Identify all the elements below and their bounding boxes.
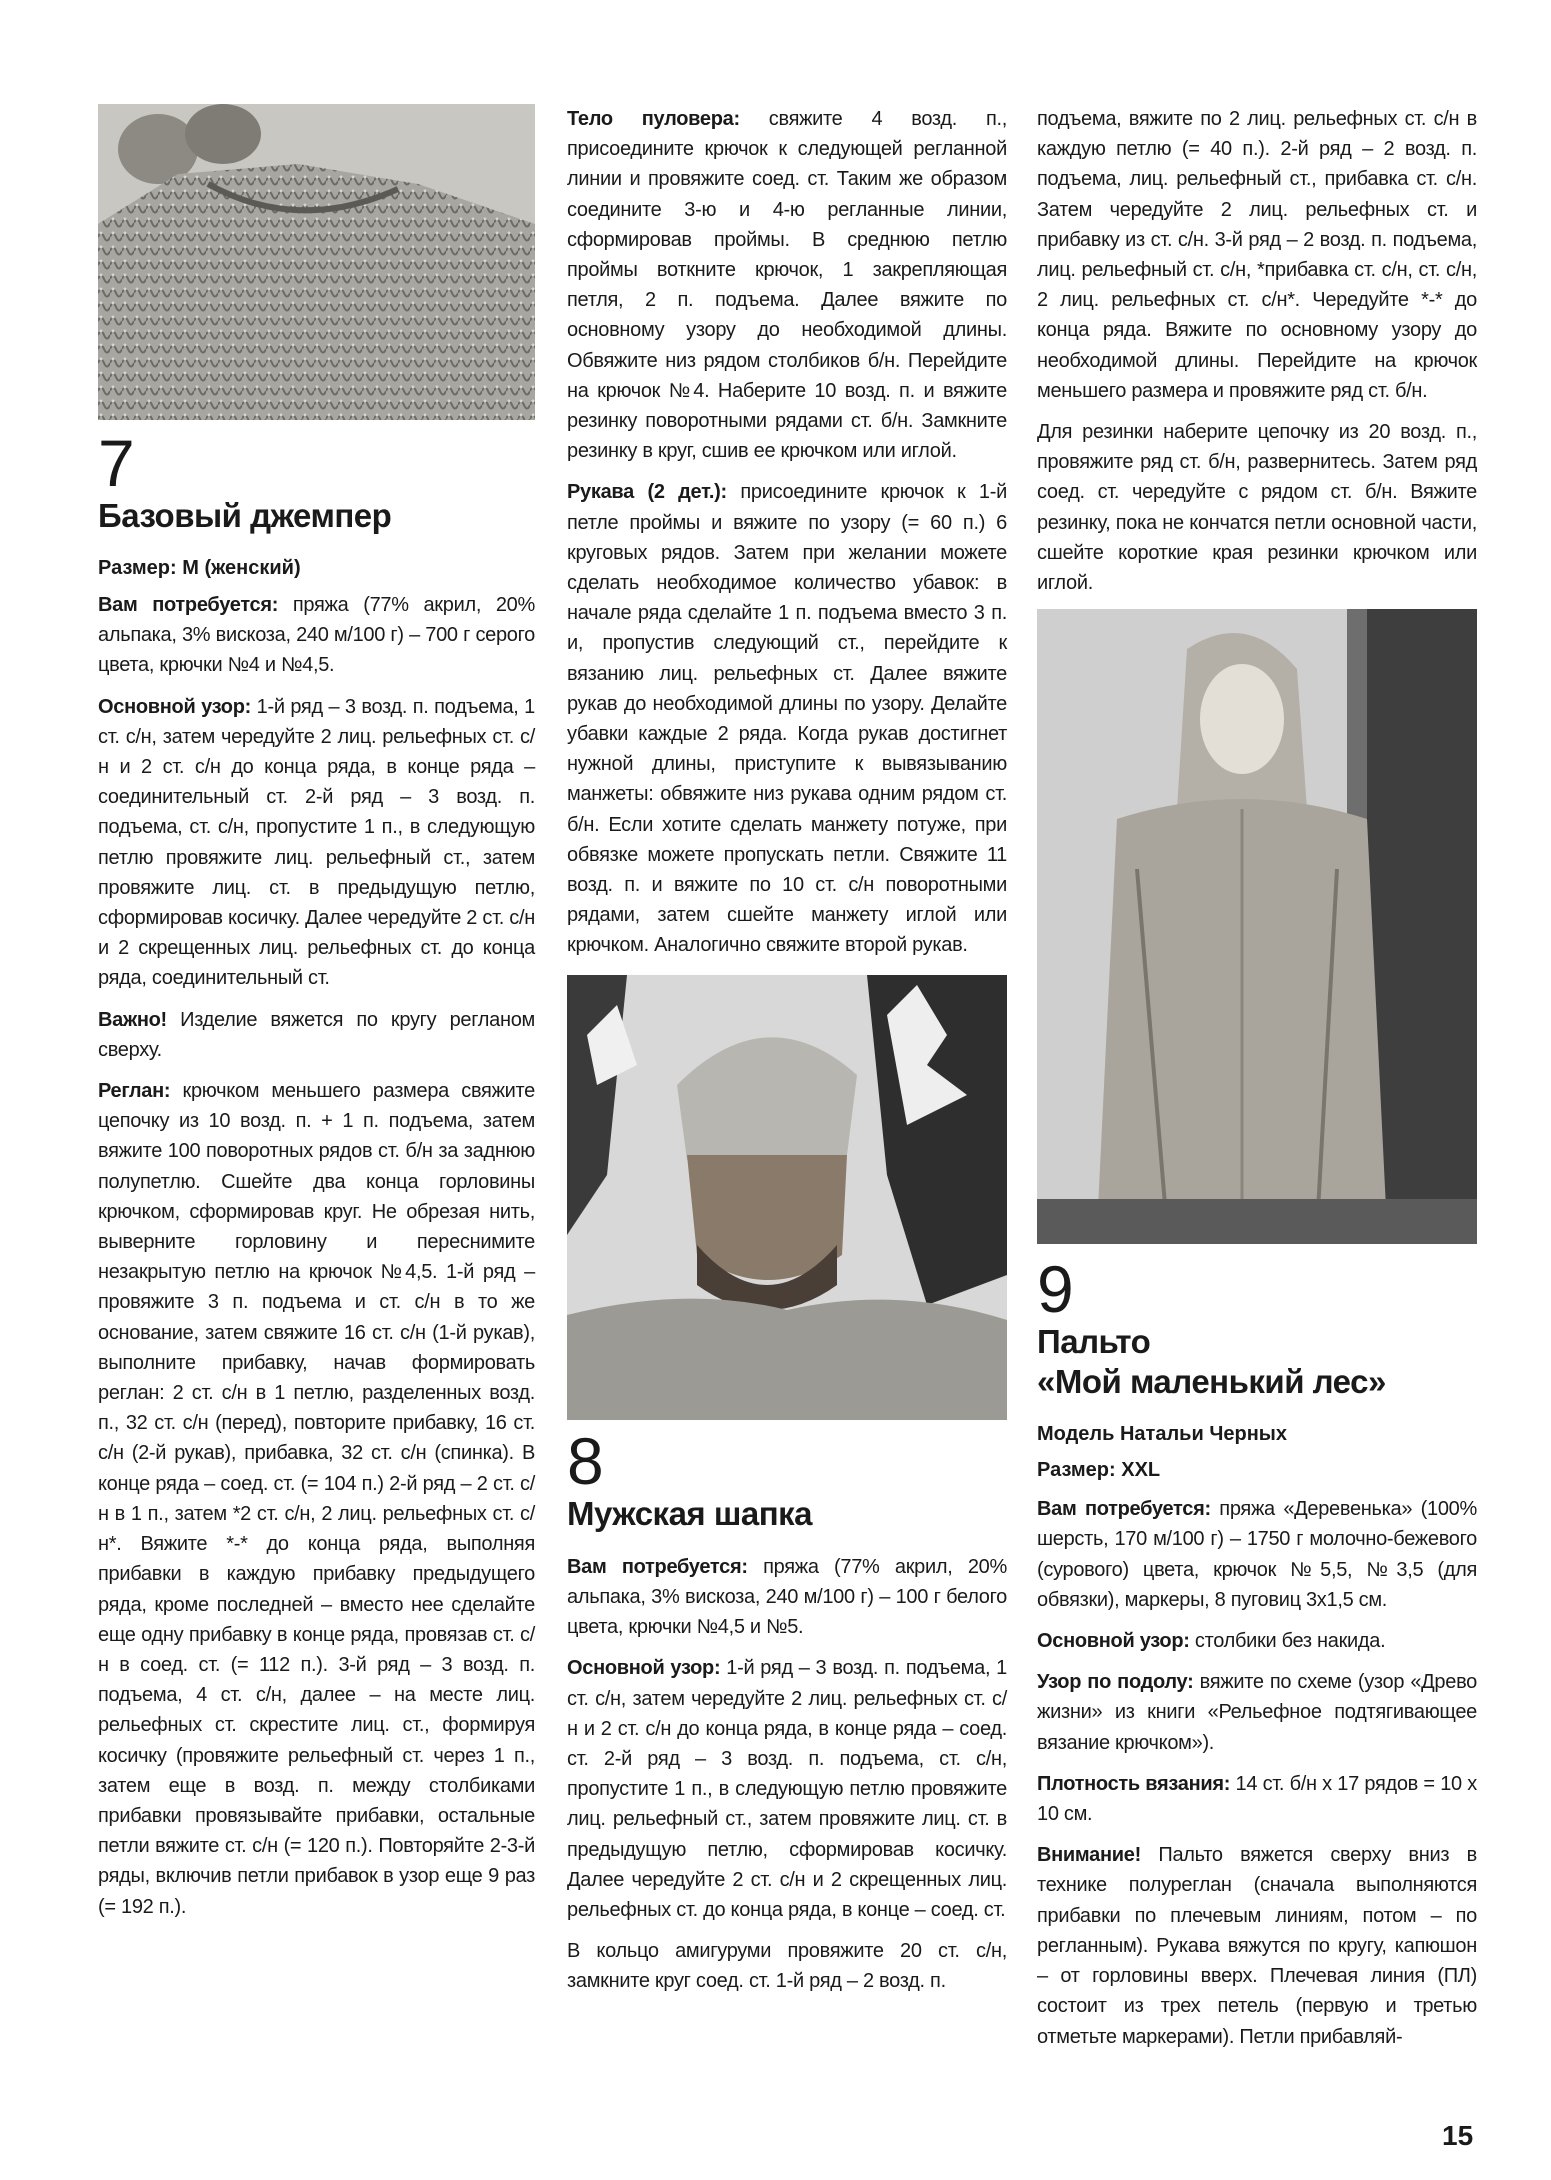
paragraph-label: Основной узор:: [98, 695, 251, 718]
size-line-7: Размер: М (женский): [98, 557, 301, 579]
instructions-7: [98, 590, 535, 1922]
sweater-photo: [98, 104, 535, 420]
project-number-9: 9: [1037, 1252, 1074, 1327]
column-2: [567, 104, 1007, 2008]
paragraph-text: крючком меньшего размера свяжите цепочку из 10 возд. п. + 1 п. подъема, затем вяжите 100 поворотных рядов ст. б/н за заднюю полупетлю. Сшейте два конца горловины крючком, сформировав круг. Не обрезая нить, выверните горловину и переснимите незакрытую петлю на крючок №4,5. 1-й ряд – провяжите 3 п. подъема и ст. с/н в то же основание, затем свяжите 16 ст. с/н (1-й рукав), выполните прибавку, начав формировать реглан: 2 ст. с/н в 1 петлю, разделенных возд. п., 32 ст. с/н (перед), повторите прибавку, 16 ст. с/н (2-й рукав), прибавка, 32 ст. с/н (спинка). В конце ряда – соед. ст. (= 104 п.) 2-й ряд – 2 ст. с/н в 1 п., затем *2 ст. с/н, 2 лиц. рельефных ст. с/н*. Вяжите *-* до конца ряда, выполняя прибавки в каждую прибавку предыдущего ряда, кроме последней – вместо нее сделайте еще одну прибавку в конце ряда, провязав ст. с/н в соед. ст. (= 112 п.). 3-й ряд – 3 возд. п. подъема, 4 ст. с/н, далее – на месте лиц. рельефных ст. скрестите лиц. ст., формируя косичку (провяжите рельефный ст. через 1 п., затем еще в возд. п. между столбиками прибавки провязывайте прибавки, остальные петли вяжите ст. с/н (= 120 п.). Повторяйте 2-3-й ряды, включив петли прибавок в узор еще 9 раз (= 192 п.).: [98, 1080, 535, 1918]
paragraph-text: пряжа (77% акрил, 20% альпака, 3% вискоза, 240 м/100 г) – 100 г белого цвета, крючки №4,5 и №5.: [567, 1555, 1007, 1639]
author-line: Модель Натальи Черных: [1037, 1423, 1287, 1446]
project-title-9-line1: Пальто: [1037, 1323, 1151, 1361]
project-number-8: 8: [567, 1423, 604, 1498]
paragraph-label: Тело пуловера:: [567, 108, 740, 130]
man-in-hat-photo: [567, 975, 1007, 1420]
paragraph-text: пряжа (77% акрил, 20% альпака, 3% вискоза, 240 м/100 г) – 700 г серого цвета, крючки №4 и №4,5.: [98, 594, 535, 677]
paragraph-text: подъема, вяжите по 2 лиц. рельефных ст. с/н в каждую петлю (= 40 п.). 2-й ряд – 2 возд. п. подъема, лиц. рельефный ст., прибавка ст. с/н. Затем чередуйте 2 лиц. рельефных ст. и прибавку из ст. с/н. 3-й ряд – 2 возд. п. подъема, лиц. рельефный ст. с/н, *прибавка ст. с/н, ст. с/н, 2 лиц. рельефных ст. с/н*. Чередуйте *-* до конца ряда. Вяжите по основному узору до необходимой длины. Перейдите на крючок меньшего размера и провяжите ряд ст. б/н.: [1037, 108, 1477, 402]
paragraph-label: Вам потребуется:: [1037, 1498, 1211, 1521]
paragraph-label: Рукава (2 дет.):: [567, 481, 727, 504]
instructions-9: [1037, 1494, 1477, 2051]
paragraph: [567, 1552, 1007, 1643]
paragraph: [1037, 1840, 1477, 2051]
woman-in-coat-photo: [1037, 609, 1477, 1244]
paragraph-text: 1-й ряд – 3 возд. п. подъема, 1 ст. с/н, затем чередуйте 2 лиц. рельефных ст. с/н и 2 ст. с/н до конца ряда, в конце ряда – соед. ст. 2-й ряд – 3 возд. п. подъема, ст. с/н, пропустите 1 п., в следующую петлю провяжите лиц. рельефный ст., затем провяжите лиц. ст. в предыдущую петлю, сформировав косичку. Далее чередуйте 2 ст. с/н и 2 скрещенных лиц. рельефных ст. до конца ряда, в конце – соед. ст.: [567, 1657, 1007, 1921]
paragraph-text: вяжите по схеме (узор «Древо жизни» из книги «Рельефное подтягивающее вязание крючком»).: [1037, 1671, 1477, 1754]
paragraph: [1037, 1667, 1477, 1758]
paragraph-text: В кольцо амигуруми провяжите 20 ст. с/н, замкните круг соед. ст. 1-й ряд – 2 возд. п.: [567, 1940, 1007, 1993]
paragraph-text: пряжа «Деревенька» (100% шерсть, 170 м/100 г) – 1750 г молочно-бежевого (сурового) цвета, крючок №5,5, №3,5 (для обвязки), маркеры, 8 пуговиц 3х1,5 см.: [1037, 1498, 1477, 1611]
paragraph-text: столбики без накида.: [1189, 1630, 1386, 1653]
paragraph-label: Внимание!: [1037, 1844, 1141, 1867]
paragraph-label: Основной узор:: [1037, 1630, 1190, 1653]
paragraph-label: Плотность вязания:: [1037, 1772, 1231, 1795]
paragraph-label: Вам потребуется:: [98, 594, 279, 616]
paragraph-label: Вам потребуется:: [567, 1555, 748, 1578]
paragraph-label: Узор по подолу:: [1037, 1671, 1194, 1694]
paragraph-text: присоедините крючок к 1-й петле проймы и вяжите по узору (= 60 п.) 6 круговых рядов. Затем при желании можете сделать необходимое количество убавок: в начале ряда сделайте 1 п. подъема вместо 3 п. и, пропустив следующий ст., перейдите к вязанию лиц. рельефных ст. Далее вяжите рукав до необходимой длины по узору. Делайте убавки каждые 2 ряда. Когда рукав достигнет нужной длины, приступите к вывязыванию манжеты: обвяжите низ рукава одним рядом ст. б/н. Если хотите сделать манжету потуже, при обвязке можете пропускать петли. Свяжите 11 возд. п. и вяжите по 10 ст. с/н поворотными рядами, затем сшейте манжету иглой или крючком. Аналогично свяжите второй рукав.: [567, 481, 1007, 957]
project-title-9-line2: «Мой маленький лес»: [1037, 1363, 1386, 1401]
paragraph-label: Основной узор:: [567, 1657, 721, 1680]
paragraph-text: Для резинки наберите цепочку из 20 возд. п., провяжите ряд ст. б/н, развернитесь. Затем ряд соед. ст. чередуйте с рядом ст. б/н. Вяжите резинку, пока не кончатся петли основной части, сшейте короткие края резинки крючком или иглой.: [1037, 421, 1477, 595]
paragraph-text: Изделие вяжется по кругу регланом сверху.: [98, 1008, 535, 1061]
column-3: [1037, 104, 1477, 2063]
size-line-9: Размер: XXL: [1037, 1459, 1161, 1482]
paragraph: [1037, 104, 1477, 406]
paragraph: [1037, 417, 1477, 598]
paragraph: [567, 1936, 1007, 1996]
paragraph-text: свяжите 4 возд. п., присоедините крючок к следующей регланной линии и провяжите соед. ст. Таким же образом соедините 3-ю и 4-ю регланные линии, сформировав проймы. В среднюю петлю проймы воткните крючок, 1 закрепляющая петля, 2 п. подъема. Далее вяжите по основному узору до необходимой длины. Обвяжите низ рядом столбиков б/н. Перейдите на крючок №4. Наберите 10 возд. п. и вяжите резинку поворотными рядами ст. б/н. Замкните резинку в круг, сшив ее крючком или иглой.: [567, 108, 1007, 463]
paragraph: [567, 104, 1007, 466]
paragraph: [1037, 1494, 1477, 1615]
paragraph-label: Важно!: [98, 1008, 167, 1031]
instructions-8-cont: [1037, 104, 1477, 598]
paragraph-label: Реглан:: [98, 1080, 171, 1103]
paragraph-text: Пальто вяжется сверху вниз в технике полуреглан (сначала выполняются прибавки по плечевым линиям, потом – по регланным). Рукава вяжутся по кругу, капюшон – от горловины вверх. Плечевая линия (ПЛ) состоит из трех петель (первую и третью отметьте маркерами). Петли прибавляй-: [1037, 1844, 1477, 2048]
project-title-8: Мужская шапка: [567, 1494, 813, 1532]
page-number: 15: [1442, 2120, 1474, 2151]
project-number-7: 7: [98, 426, 135, 500]
paragraph: [98, 692, 535, 994]
paragraph: [567, 477, 1007, 960]
paragraph: [98, 1005, 535, 1065]
paragraph-text: 14 ст. б/н х 17 рядов = 10 х 10 см.: [1037, 1772, 1477, 1826]
paragraph: [98, 1076, 535, 1922]
paragraph: [98, 590, 535, 681]
instructions-7-cont: [567, 104, 1007, 961]
paragraph: [1037, 1769, 1477, 1829]
column-1: [98, 104, 535, 1933]
instructions-8: [567, 1552, 1007, 1997]
paragraph: [567, 1653, 1007, 1925]
paragraph-text: 1-й ряд – 3 возд. п. подъема, 1 ст. с/н, затем чередуйте 2 лиц. рельефных ст. с/н и 2 ст. с/н до конца ряда, в конце ряда – соединительный ст. 2-й ряд – 3 возд. п. подъема, ст. с/н, пропустите 1 п., в следующую петлю провяжите лиц. рельефный ст., затем провяжите лиц. ст. в предыдущую петлю, сформировав косичку. Далее чередуйте 2 ст. с/н и 2 скрещенных лиц. рельефных ст. до конца ряда, соединительный ст.: [98, 695, 536, 990]
paragraph: [1037, 1626, 1477, 1656]
project-title-7: Базовый джемпер: [98, 497, 392, 534]
